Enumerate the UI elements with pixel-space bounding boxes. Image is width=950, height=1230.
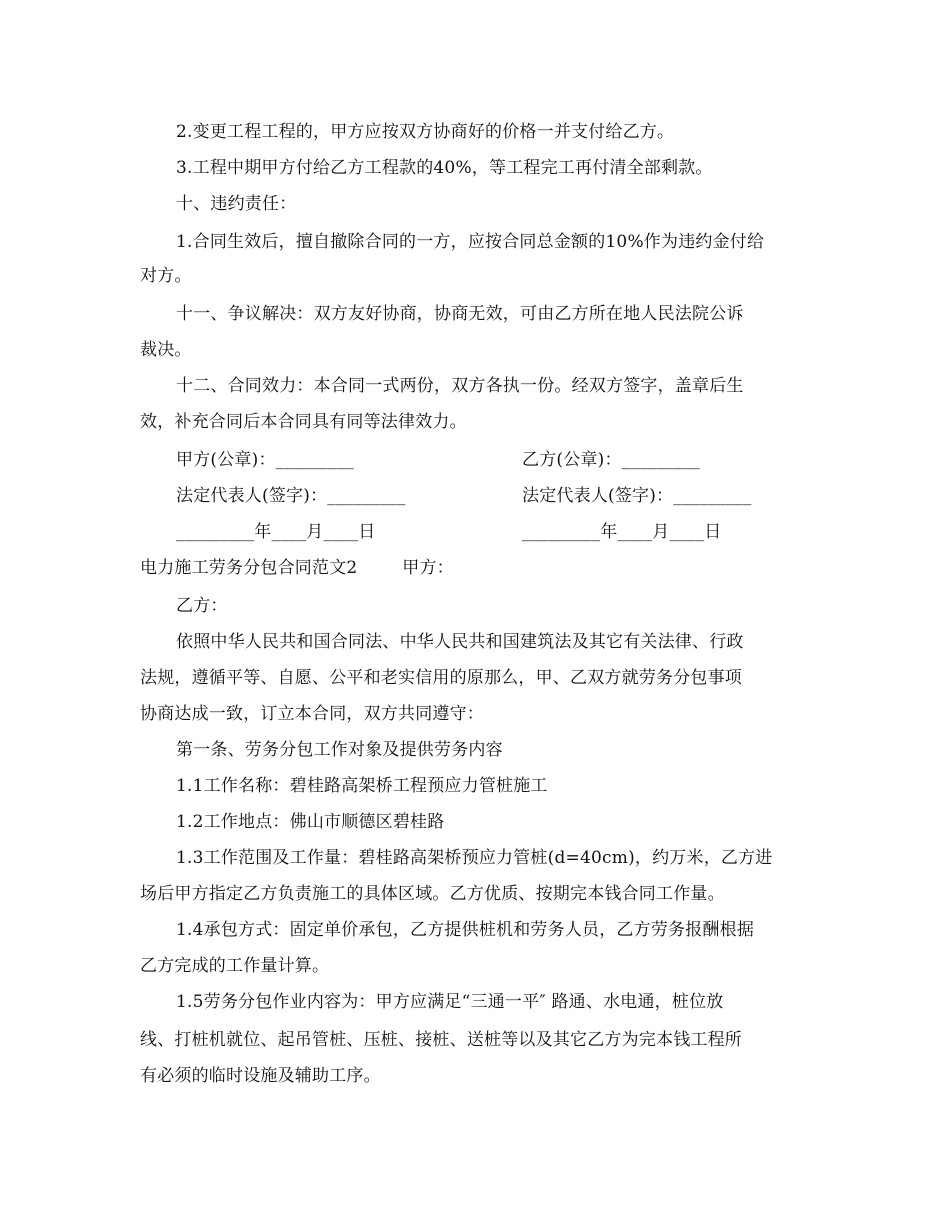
paragraph-line: 1.2工作地点：佛山市顺德区碧桂路 bbox=[176, 812, 445, 832]
paragraph-line: 3.工程中期甲方付给乙方工程款的40%，等工程完工再付清全部剩款。 bbox=[176, 158, 713, 178]
paragraph-line: 场后甲方指定乙方负责施工的具体区域。乙方优质、按期完本钱合同工作量。 bbox=[140, 884, 725, 904]
paragraph-line: 依照中华人民共和国合同法、中华人民共和国建筑法及其它有关法律、行政 bbox=[176, 632, 744, 652]
paragraph-line: 效，补充合同后本合同具有同等法律效力。 bbox=[140, 412, 467, 432]
paragraph-line: 线、打桩机就位、起吊管桩、压桩、接桩、送桩等以及其它乙方为完本钱工程所 bbox=[140, 1030, 742, 1050]
paragraph-line: 有必须的临时设施及辅助工序。 bbox=[140, 1066, 381, 1086]
party-a-seal-line: 甲方(公章)：_________ bbox=[176, 450, 354, 470]
paragraph-line: 对方。 bbox=[140, 266, 192, 286]
party-b-date-line: _________年____月____日 bbox=[522, 522, 722, 542]
party-b-label: 乙方： bbox=[176, 596, 228, 616]
paragraph-line: 法规，遵循平等、自愿、公平和老实信用的原那么，甲、乙双方就劳务分包事项 bbox=[140, 668, 742, 688]
paragraph-line: 1.合同生效后，擅自撤除合同的一方，应按合同总金额的10%作为违约金付给 bbox=[176, 232, 765, 252]
paragraph-line: 十二、合同效力：本合同一式两份，双方各执一份。经双方签字，盖章后生 bbox=[176, 376, 744, 396]
party-a-date-line: _________年____月____日 bbox=[176, 522, 376, 542]
party-b-rep-line: 法定代表人(签字)：_________ bbox=[522, 486, 752, 506]
paragraph-line: 2.变更工程工程的，甲方应按双方协商好的价格一并支付给乙方。 bbox=[176, 122, 675, 142]
paragraph-line: 1.5劳务分包作业内容为：甲方应满足“三通一平″ 路通、水电通，桩位放 bbox=[176, 992, 724, 1012]
paragraph-line: 乙方完成的工作量计算。 bbox=[140, 956, 330, 976]
section-heading: 十、违约责任： bbox=[176, 194, 297, 214]
paragraph-line: 十一、争议解决：双方友好协商，协商无效，可由乙方所在地人民法院公诉 bbox=[176, 304, 744, 324]
paragraph-line: 1.3工作范围及工作量：碧桂路高架桥预应力管桩(d=40cm)，约万米，乙方进 bbox=[176, 848, 773, 868]
paragraph-line: 协商达成一致，订立本合同，双方共同遵守： bbox=[140, 704, 484, 724]
party-b-seal-line: 乙方(公章)：_________ bbox=[522, 450, 700, 470]
paragraph-line: 1.1工作名称：碧桂路高架桥工程预应力管桩施工 bbox=[176, 776, 548, 796]
party-a-rep-line: 法定代表人(签字)：_________ bbox=[176, 486, 406, 506]
paragraph-line: 裁决。 bbox=[140, 340, 192, 360]
section-heading: 第一条、劳务分包工作对象及提供劳务内容 bbox=[176, 740, 503, 760]
paragraph-line: 1.4承包方式：固定单价承包，乙方提供桩机和劳务人员，乙方劳务报酬根据 bbox=[176, 920, 755, 940]
document-title: 电力施工劳务分包合同范文2 甲方： bbox=[140, 558, 454, 578]
